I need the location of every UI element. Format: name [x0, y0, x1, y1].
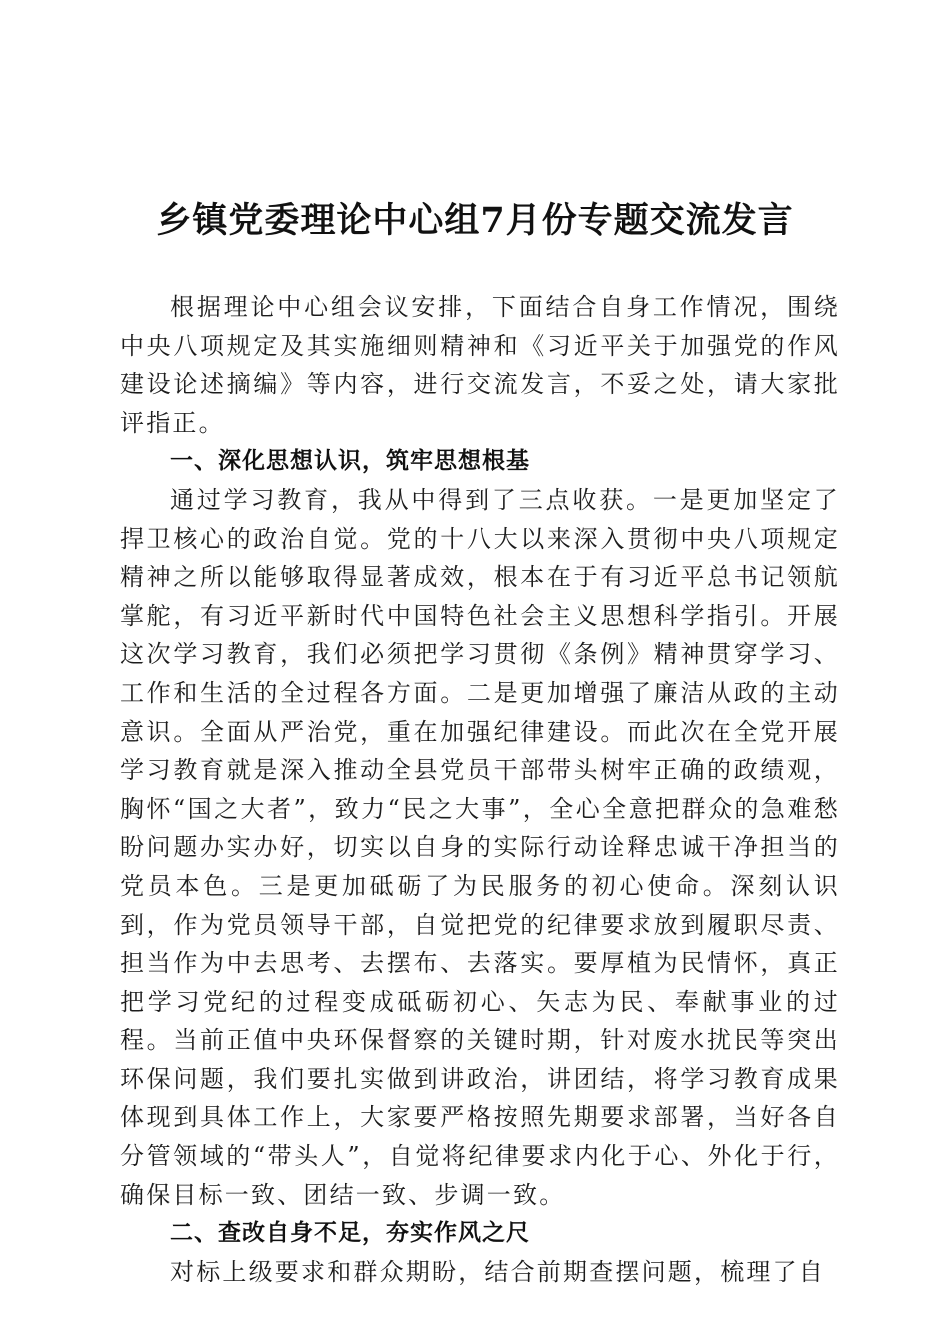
document-title: 乡镇党委理论中心组7月份专题交流发言: [156, 200, 794, 241]
section-1-heading: 一、深化思想认识，筑牢思想根基: [170, 448, 530, 475]
section-1-paragraph: 通过学习教育，我从中得到了三点收获。一是更加坚定了捍卫核心的政治自觉。党的十八大以来深入贯彻中央八项规定精神之所以能够取得显著成效，根本在于有习近平总书记领航掌舵，有习近平新时代中国特色社会主义思想科学指引。开展这次学习教育，我们必须把学习贯彻《条例》精神贯穿学习、工作和生活的全过程各方面。二是更加增强了廉洁从政的主动意识。全面从严治党，重在加强纪律建设。而此次在全党开展学习教育就是深入推动全县党员干部带头树牢正确的政绩观，胸怀“国之大者”，致力“民之大事”，全心全意把群众的急难愁盼问题办实办好，切实以自身的实际行动诠释忠诚干净担当的党员本色。三是更加砥砺了为民服务的初心使命。深刻认识到，作为党员领导干部，自觉把党的纪律要求放到履职尽责、担当作为中去思考、去摆布、去落实。要厚植为民情怀，真正把学习党纪的过程变成砥砺初心、矢志为民、奉献事业的过程。当前正值中央环保督察的关键时期，针对废水扰民等突出环保问题，我们要扎实做到讲政治，讲团结，将学习教育成果体现到具体工作上，大家要严格按照先期要求部署，当好各自分管领域的“带头人”，自觉将纪律要求内化于心、外化于行，确保目标一致、团结一致、步调一致。: [120, 485, 840, 1209]
section-2-heading: 二、查改自身不足，夯实作风之尺: [170, 1220, 530, 1247]
section-2-paragraph: 对标上级要求和群众期盼，结合前期查摆问题，梳理了自: [170, 1257, 825, 1286]
intro-paragraph: 根据理论中心组会议安排，下面结合自身工作情况，围绕中央八项规定及其实施细则精神和《习近平关于加强党的作风建设论述摘编》等内容，进行交流发言，不妥之处，请大家批评指正。: [120, 293, 840, 437]
document-body: [120, 288, 840, 1291]
